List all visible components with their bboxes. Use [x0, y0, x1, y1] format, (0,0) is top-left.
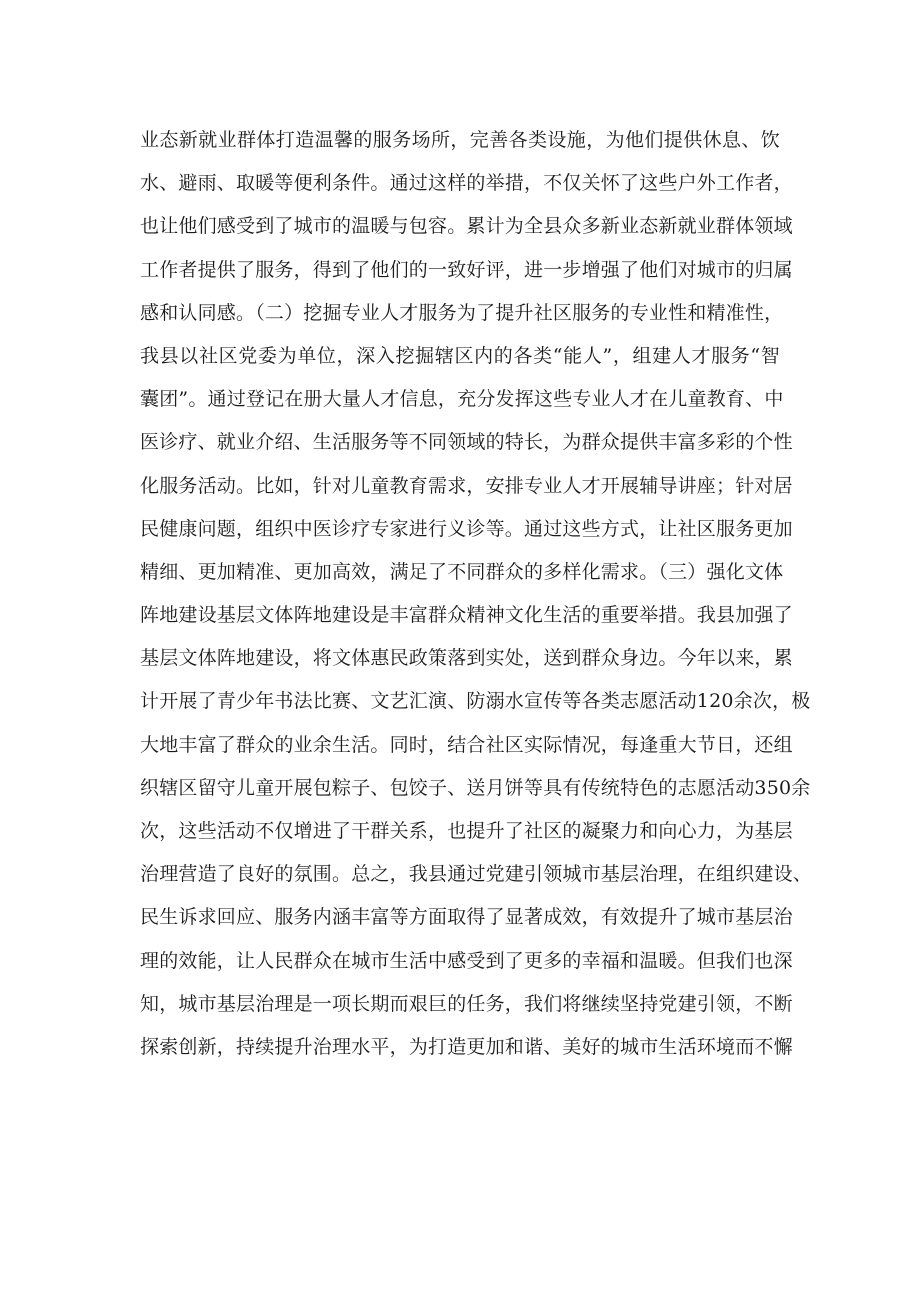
text-line: 基层文体阵地建设，将文体惠民政策落到实处，送到群众身边。今年以来，累	[140, 647, 793, 670]
text-line: 业态新就业群体打造温馨的服务场所，完善各类设施，为他们提供休息、饮	[140, 129, 780, 151]
document-body	[140, 126, 813, 1076]
text-line: 探索创新，持续提升治理水平，为打造更加和谐、美好的城市生活环境而不懈	[140, 1035, 793, 1058]
text-line: 精细、更加精准、更加高效，满足了不同群众的多样化需求。（三）强化文体	[140, 560, 784, 583]
text-line: 民生诉求回应、服务内涵丰富等方面取得了显著成效，有效提升了城市基层治	[140, 906, 793, 929]
text-line: 大地丰富了群众的业余生活。同时，结合社区实际情况，每逢重大节日，还组	[140, 733, 793, 756]
text-line: 囊团”。通过登记在册大量人才信息，充分发挥这些专业人才在儿童教育、中	[140, 388, 784, 411]
text-line: 也让他们感受到了城市的温暖与包容。累计为全县众多新业态新就业群体领域	[140, 215, 793, 238]
text-line: 治理营造了良好的氛围。总之，我县通过党建引领城市基层治理，在组织建设、	[140, 863, 813, 886]
text-line: 知，城市基层治理是一项长期而艰巨的任务，我们将继续坚持党建引领，不断	[140, 992, 793, 1015]
text-line: 阵地建设基层文体阵地建设是丰富群众精神文化生活的重要举措。我县加强了	[140, 604, 793, 627]
text-line: 理的效能，让人民群众在城市生活中感受到了更多的幸福和温暖。但我们也深	[140, 949, 793, 972]
text-line: 民健康问题，组织中医诊疗专家进行义诊等。通过这些方式，让社区服务更加	[140, 517, 793, 540]
text-line: 我县以社区党委为单位，深入挖掘辖区内的各类“能人”，组建人才服务“智	[140, 344, 780, 367]
text-line: 化服务活动。比如，针对儿童教育需求，安排专业人才开展辅导讲座；针对居	[140, 474, 793, 497]
text-line: 水、避雨、取暖等便利条件。通过这样的举措，不仅关怀了这些户外工作者，	[140, 172, 793, 195]
text-line: 计开展了青少年书法比赛、文艺汇演、防溺水宣传等各类志愿活动120余次，极	[140, 690, 811, 713]
text-line: 织辖区留守儿童开展包粽子、包饺子、送月饼等具有传统特色的志愿活动350余	[140, 776, 811, 799]
text-line: 工作者提供了服务，得到了他们的一致好评，进一步增强了他们对城市的归属	[140, 258, 793, 281]
text-line: 医诊疗、就业介绍、生活服务等不同领域的特长，为群众提供丰富多彩的个性	[140, 431, 793, 454]
text-line: 次，这些活动不仅增进了干群关系，也提升了社区的凝聚力和向心力，为基层	[140, 820, 793, 842]
text-line: 感和认同感。（二）挖掘专业人才服务为了提升社区服务的专业性和精准性，	[140, 301, 784, 324]
